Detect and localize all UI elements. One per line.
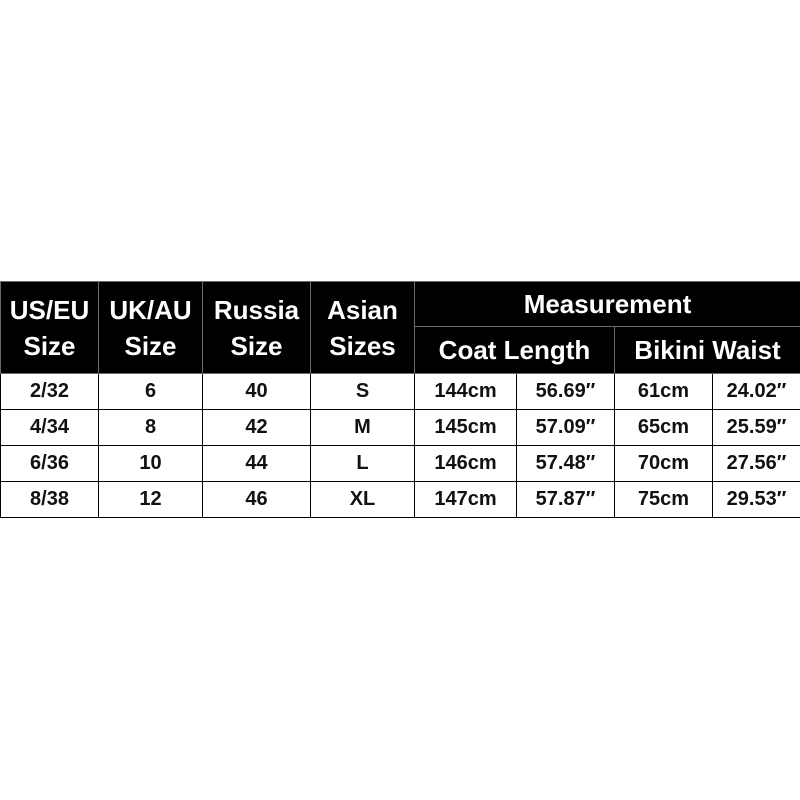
- cell-waist-in: 27.56″: [713, 446, 800, 482]
- cell-uk-au: 10: [99, 446, 203, 482]
- header-us-eu-line2: Size: [23, 330, 76, 361]
- cell-coat-in: 57.87″: [517, 482, 615, 518]
- cell-coat-in: 57.48″: [517, 446, 615, 482]
- cell-us-eu: 6/36: [1, 446, 99, 482]
- cell-waist-in: 24.02″: [713, 374, 800, 410]
- cell-uk-au: 8: [99, 410, 203, 446]
- table-row: [1, 410, 800, 446]
- cell-uk-au: 12: [99, 482, 203, 518]
- size-chart-table: [0, 281, 800, 518]
- cell-waist-cm: 61cm: [615, 374, 713, 410]
- header-russia-line1: Russia: [213, 294, 300, 325]
- table-row: [1, 446, 800, 482]
- header-coat-length: Coat Length: [415, 327, 615, 374]
- cell-us-eu: 4/34: [1, 410, 99, 446]
- header-uk-au-line1: UK/AU: [109, 294, 192, 325]
- cell-waist-cm: 65cm: [615, 410, 713, 446]
- header-bikini-waist: Bikini Waist: [615, 327, 800, 374]
- cell-waist-cm: 75cm: [615, 482, 713, 518]
- header-uk-au-line2: Size: [124, 330, 177, 361]
- cell-us-eu: 2/32: [1, 374, 99, 410]
- cell-coat-cm: 147cm: [415, 482, 517, 518]
- header-russia-line2: Size: [230, 330, 283, 361]
- header-us-eu-size: [1, 282, 99, 374]
- table-row: [1, 374, 800, 410]
- cell-russia: 42: [203, 410, 311, 446]
- cell-asian: S: [311, 374, 415, 410]
- header-us-eu-line1: US/EU: [9, 294, 90, 325]
- cell-coat-in: 56.69″: [517, 374, 615, 410]
- cell-coat-in: 57.09″: [517, 410, 615, 446]
- cell-us-eu: 8/38: [1, 482, 99, 518]
- cell-waist-in: 29.53″: [713, 482, 800, 518]
- cell-russia: 44: [203, 446, 311, 482]
- header-asian-line1: Asian: [327, 294, 398, 325]
- header-russia-size: [203, 282, 311, 374]
- header-uk-au-size: [99, 282, 203, 374]
- cell-coat-cm: 145cm: [415, 410, 517, 446]
- cell-coat-cm: 146cm: [415, 446, 517, 482]
- table-row: [1, 482, 800, 518]
- cell-asian: XL: [311, 482, 415, 518]
- cell-coat-cm: 144cm: [415, 374, 517, 410]
- cell-russia: 46: [203, 482, 311, 518]
- header-measurement: Measurement: [415, 282, 800, 327]
- header-asian-line2: Sizes: [329, 330, 396, 361]
- cell-asian: L: [311, 446, 415, 482]
- cell-waist-cm: 70cm: [615, 446, 713, 482]
- cell-waist-in: 25.59″: [713, 410, 800, 446]
- header-asian-sizes: [311, 282, 415, 374]
- cell-uk-au: 6: [99, 374, 203, 410]
- header-row-top: [1, 282, 800, 327]
- cell-asian: M: [311, 410, 415, 446]
- cell-russia: 40: [203, 374, 311, 410]
